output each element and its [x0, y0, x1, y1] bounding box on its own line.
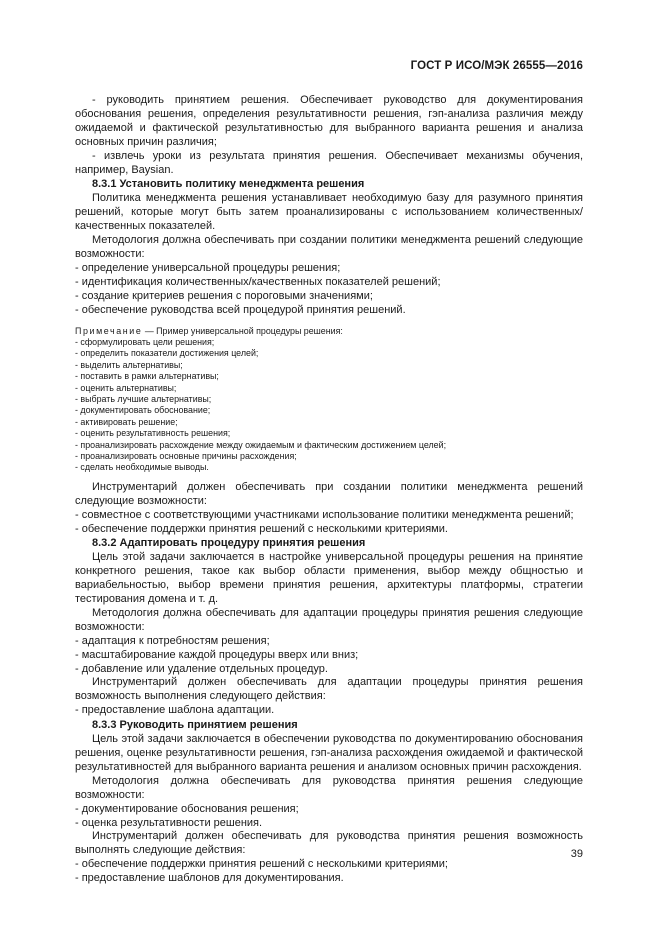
paragraph: Цель этой задачи заключается в обеспечении руководства по документированию обоснования решения, оценке результативности решения, гэп-анализа расхождения ожидаемой и фактической результативностей для выбранного варианта решения и анализом основных причин расхождения. [75, 733, 583, 773]
list-item: - совместное с соответствующими участниками использование политики менеджмента решений; [75, 508, 574, 521]
list-item: - предоставление шаблонов для документирования. [75, 872, 344, 885]
list-item: - добавление или удаление отдельных процедур. [75, 662, 328, 675]
paragraph: Цель этой задачи заключается в настройке универсальной процедуры решения на принятие конкретного решения, такое как выбор области применения, выбор между общностью и вариабельностью, выбор времени принятия решения, архитектуры платформы, стратегии тестирования домена и т. д. [75, 551, 583, 606]
note-list-item: - активировать решение; [75, 416, 178, 427]
note-title [75, 326, 583, 337]
intro-item: - руководить принятием решения. Обеспечивает руководство для документирования обоснования решения, определения результативности решения, гэп-анализа различия между ожидаемой и фактической результативностью для выбранного варианта решения и анализа основных причин различия; [75, 94, 583, 148]
page-number: 39 [570, 848, 583, 860]
note-list-item: - проанализировать расхождение между ожидаемым и фактическим достижением целей; [75, 439, 447, 450]
note-text: — Пример универсальной процедуры решения: [142, 325, 343, 336]
section-heading-8-3-2: 8.3.2 Адаптировать процедуру принятия решения [92, 537, 366, 550]
note-list-item: - оценить результативность решения; [75, 428, 231, 439]
intro-item: - извлечь уроки из результата принятия решения. Обеспечивает механизмы обучения, например, Baysian. [75, 149, 583, 176]
list-item: - создание критериев решения с пороговыми значениями; [75, 289, 373, 302]
page-body [75, 94, 583, 886]
list-item: - предоставление шаблона адаптации. [75, 704, 275, 717]
paragraph: Методология должна обеспечивать для руководства принятия решения следующие возможности: [75, 774, 583, 801]
list-item: - адаптация к потребностям решения; [75, 634, 270, 647]
paragraph: Политика менеджмента решения устанавливает необходимую базу для разумного принятия решений, которые могут быть затем проанализированы с использованием количественных/качественных показателей. [75, 192, 583, 233]
list-item: - идентификация количественных/качественных показателей решений; [75, 275, 441, 288]
list-item: - обеспечение поддержки принятия решений с несколькими критериями; [75, 858, 448, 871]
paragraph: Инструментарий должен обеспечивать при создании политики менеджмента решений следующие возможности: [75, 480, 583, 507]
list-item: - обеспечение поддержки принятия решений с несколькими критериями. [75, 522, 448, 535]
note-list-item: - сформулировать цели решения; [75, 336, 215, 347]
note-list-item: - сделать необходимые выводы. [75, 462, 209, 473]
paragraph: Инструментарий должен обеспечивать для адаптации процедуры принятия решения возможность выполнения следующего действия: [75, 676, 583, 703]
note-list-item: - оценить альтернативы; [75, 382, 177, 393]
note-list-item: - документировать обоснование; [75, 405, 211, 416]
document-header-id: ГОСТ Р ИСО/МЭК 26555—2016 [410, 60, 583, 72]
paragraph: Инструментарий должен обеспечивать для руководства принятия решения возможность выполнять следующие действия: [75, 830, 583, 857]
section-heading-8-3-3: 8.3.3 Руководить принятием решения [92, 719, 298, 732]
note-list-item: - проанализировать основные причины расхождения; [75, 450, 297, 461]
list-item: - оценка результативности решения. [75, 816, 263, 829]
list-item: - обеспечение руководства всей процедурой принятия решений. [75, 303, 406, 316]
note-list-item: - поставить в рамки альтернативы; [75, 371, 219, 382]
note-block [75, 326, 583, 474]
list-item: - документирование обоснования решения; [75, 802, 299, 815]
paragraph: Методология должна обеспечивать при создании политики менеджмента решений следующие возможности: [75, 234, 583, 260]
list-item: - масштабирование каждой процедуры вверх или вниз; [75, 648, 359, 661]
note-list-item: - выделить альтернативы; [75, 359, 183, 370]
note-label: Примечание [75, 325, 143, 336]
note-list-item: - выбрать лучшие альтернативы; [75, 393, 212, 404]
paragraph: Методология должна обеспечивать для адаптации процедуры принятия решения следующие возможности: [75, 606, 583, 633]
section-heading-8-3-1: 8.3.1 Установить политику менеджмента решения [92, 178, 365, 191]
note-list-item: - определить показатели достижения целей; [75, 348, 259, 359]
list-item: - определение универсальной процедуры решения; [75, 261, 341, 274]
